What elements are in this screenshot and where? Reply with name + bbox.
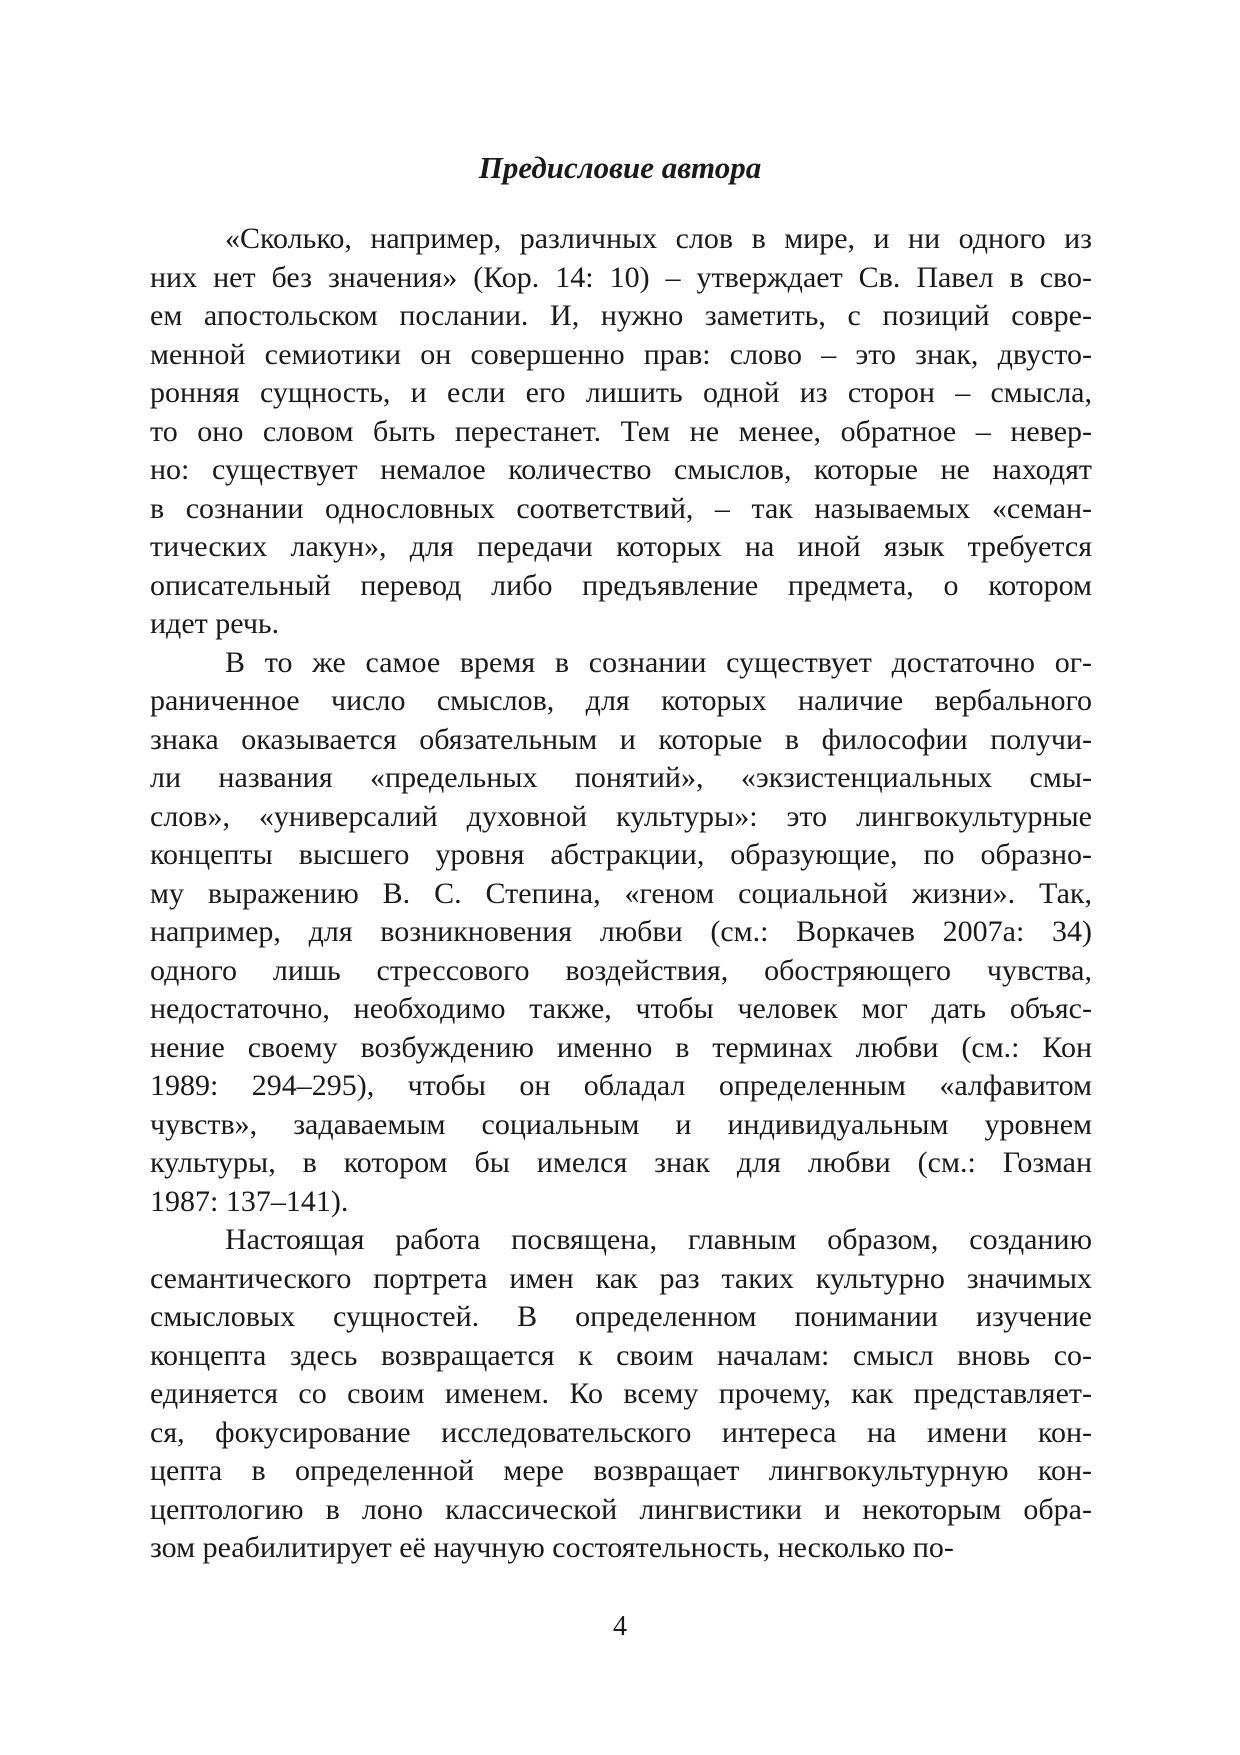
paragraph-1-line: тических лакун», для передачи которых на иной язык требуется — [150, 530, 1092, 563]
paragraph-2-line: раниченное число смыслов, для которых наличие вербального — [150, 684, 1092, 717]
paragraph-3-line: ся, фокусирование исследовательского интереса на имени кон- — [150, 1415, 1092, 1449]
paragraph-1-line: но: существует немалое количество смыслов, которые не находят — [150, 453, 1092, 486]
page-number: 4 — [613, 1611, 627, 1642]
paragraph-1-line: «Сколько, например, различных слов в мире, и ни одного из — [225, 222, 1092, 255]
paragraph-2-line: например, для возникновения любви (см.: Воркачев 2007а: 34) — [150, 915, 1092, 948]
paragraph-1-line: идет речь. — [150, 607, 280, 640]
paragraph-1-line: менной семиотики он совершенно прав: слово – это знак, двусто- — [150, 337, 1092, 371]
paragraph-2-line: ли названия «предельных понятий», «экзистенциальных смы- — [150, 761, 1092, 794]
paragraph-2-line: нение своему возбуждению именно в терминах любви (см.: Кон — [150, 1030, 1092, 1064]
body-text — [150, 220, 1092, 1568]
paragraph-3-line: зом реабилитирует её научную состоятельность, несколько по- — [150, 1531, 954, 1564]
page-title: Предисловие автора — [478, 150, 762, 185]
paragraph-3-line: Настоящая работа посвящена, главным образом, созданию — [225, 1223, 1092, 1256]
paragraph-2-line: концепты высшего уровня абстракции, образующие, по образно- — [150, 838, 1092, 871]
paragraph-1-line: ем апостольском послании. И, нужно заметить, с позиций совре- — [150, 299, 1092, 332]
paragraph-3-line: цепта в определенной мере возвращает лингвокультурную кон- — [150, 1454, 1092, 1487]
paragraph-2-line: слов», «универсалий духовной культуры»: это лингвокультурные — [150, 799, 1092, 833]
paragraph-1-line: то оно словом быть перестанет. Тем не менее, обратное – невер- — [150, 414, 1092, 448]
paragraph-1-line: ронняя сущность, и если его лишить одной из сторон – смысла, — [150, 376, 1092, 409]
paragraph-2-line: недостаточно, необходимо также, чтобы человек мог дать объяс- — [150, 992, 1092, 1025]
paragraph-2-line: знака оказывается обязательным и которые в философии получи- — [150, 722, 1092, 756]
paragraph-3-line: цептологию в лоно классической лингвистики и некоторым обра- — [150, 1492, 1092, 1526]
paragraph-2-line: 1989: 294–295), чтобы он обладал определенным «алфавитом — [150, 1069, 1092, 1102]
paragraph-3-line: семантического портрета имен как раз таких культурно значимых — [150, 1261, 1092, 1295]
paragraph-1-line: в сознании однословных соответствий, – так называемых «семан- — [150, 491, 1092, 525]
paragraph-3-line: концепта здесь возвращается к своим началам: смысл вновь со- — [150, 1338, 1092, 1372]
paragraph-2-line: чувств», задаваемым социальным и индивидуальным уровнем — [150, 1107, 1092, 1141]
paragraph-2-line: культуры, в котором бы имелся знак для любви (см.: Гозман — [150, 1146, 1092, 1179]
paragraph-3-line: смысловых сущностей. В определенном понимании изучение — [150, 1300, 1092, 1333]
paragraph-2-line: одного лишь стрессового воздействия, обостряющего чувства, — [150, 953, 1092, 987]
paragraph-2-line: В то же самое время в сознании существует достаточно ог- — [225, 645, 1092, 679]
paragraph-1-line: них нет без значения» (Кор. 14: 10) – утверждает Св. Павел в сво- — [150, 260, 1092, 294]
paragraph-2-line: 1987: 137–141). — [150, 1184, 349, 1218]
paragraph-1-line: описательный перевод либо предъявление предмета, о котором — [150, 568, 1092, 602]
paragraph-3-line: единяется со своим именем. Ко всему прочему, как представляет- — [150, 1377, 1092, 1410]
paragraph-2-line: му выражению В. С. Степина, «геном социальной жизни». Так, — [150, 876, 1092, 910]
